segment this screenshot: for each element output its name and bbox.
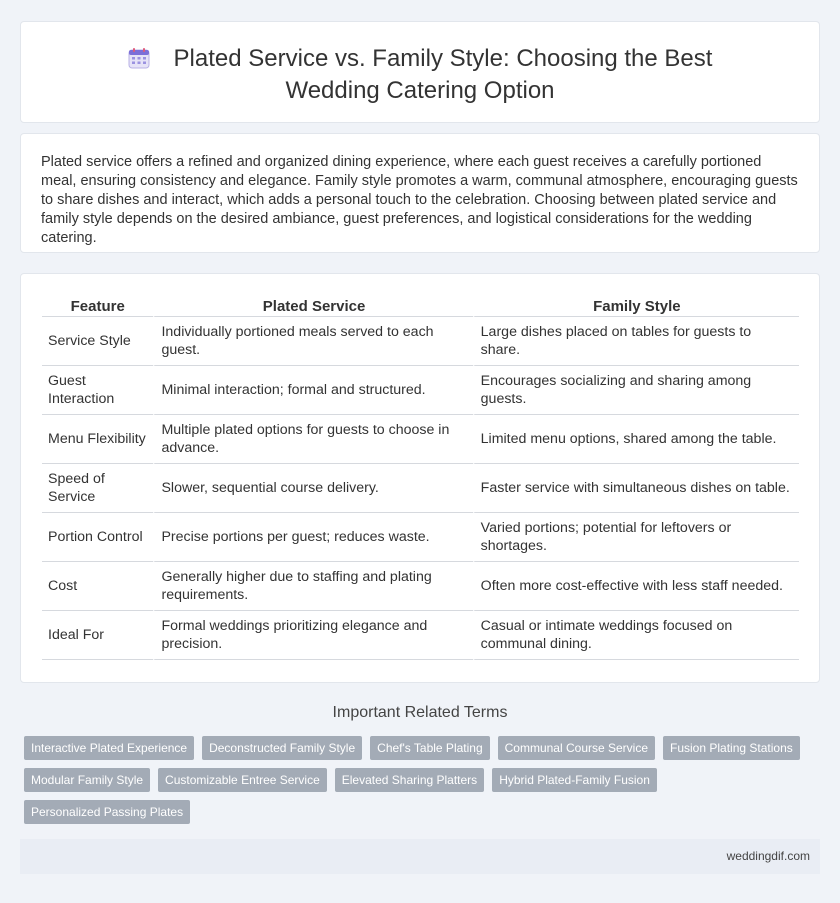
intro-paragraph: Plated service offers a refined and organized dining experience, where each guest receives a carefully portioned meal, ensuring consistency and elegance. Family style promotes a warm, communal atmosphere, encouraging guests to share dishes and interact, which adds a personal touch to the celebration. Choosing between plated service and family style depends on the desired ambiance, guest preferences, and logistical considerations for the wedding catering. [41,154,798,246]
plated-cell: Generally higher due to staffing and plating requirements. [153,562,472,611]
footer-site-link[interactable]: weddingdif.com [726,849,810,863]
related-term-tag[interactable]: Deconstructed Family Style [202,736,362,760]
table-header-row [42,297,799,317]
calendar-icon [128,47,150,76]
feature-cell: Menu Flexibility [42,415,153,464]
table-row [42,464,799,513]
header-feature: Feature [42,297,153,317]
feature-cell: Portion Control [42,513,153,562]
related-term-tag[interactable]: Personalized Passing Plates [24,800,190,824]
related-terms-title: Important Related Terms [332,704,508,721]
table-row [42,366,799,415]
feature-cell: Service Style [42,317,153,366]
page-title-wrap [81,44,759,105]
plated-cell: Minimal interaction; formal and structured. [153,366,472,415]
header-plated-service: Plated Service [153,297,472,317]
feature-cell: Speed of Service [42,464,153,513]
related-term-tag[interactable]: Customizable Entree Service [158,768,327,792]
header-family-style: Family Style [473,297,799,317]
comparison-card [20,273,820,683]
table-row [42,415,799,464]
feature-cell: Ideal For [42,611,153,660]
intro-card [20,133,820,253]
related-term-tag[interactable]: Interactive Plated Experience [24,736,194,760]
related-term-tag[interactable]: Modular Family Style [24,768,150,792]
family-cell: Limited menu options, shared among the table. [473,415,799,464]
family-cell: Encourages socializing and sharing among guests. [473,366,799,415]
table-row [42,317,799,366]
footer [20,839,820,874]
family-cell: Large dishes placed on tables for guests to share. [473,317,799,366]
comparison-table [42,297,799,660]
related-term-tag[interactable]: Hybrid Plated-Family Fusion [492,768,657,792]
related-term-tag[interactable]: Chef's Table Plating [370,736,489,760]
header-card [20,21,820,123]
plated-cell: Slower, sequential course delivery. [153,464,472,513]
table-row [42,513,799,562]
plated-cell: Individually portioned meals served to each guest. [153,317,472,366]
feature-cell: Cost [42,562,153,611]
related-terms-list [24,736,814,824]
plated-cell: Multiple plated options for guests to choose in advance. [153,415,472,464]
related-term-tag[interactable]: Communal Course Service [498,736,655,760]
family-cell: Casual or intimate weddings focused on communal dining. [473,611,799,660]
related-term-tag[interactable]: Fusion Plating Stations [663,736,800,760]
family-cell: Often more cost-effective with less staff needed. [473,562,799,611]
plated-cell: Formal weddings prioritizing elegance and precision. [153,611,472,660]
feature-cell: Guest Interaction [42,366,153,415]
plated-cell: Precise portions per guest; reduces waste. [153,513,472,562]
page-title: Plated Service vs. Family Style: Choosing the Best Wedding Catering Option [173,45,713,104]
related-term-tag[interactable]: Elevated Sharing Platters [335,768,484,792]
table-row [42,611,799,660]
family-cell: Varied portions; potential for leftovers or shortages. [473,513,799,562]
table-row [42,562,799,611]
family-cell: Faster service with simultaneous dishes on table. [473,464,799,513]
